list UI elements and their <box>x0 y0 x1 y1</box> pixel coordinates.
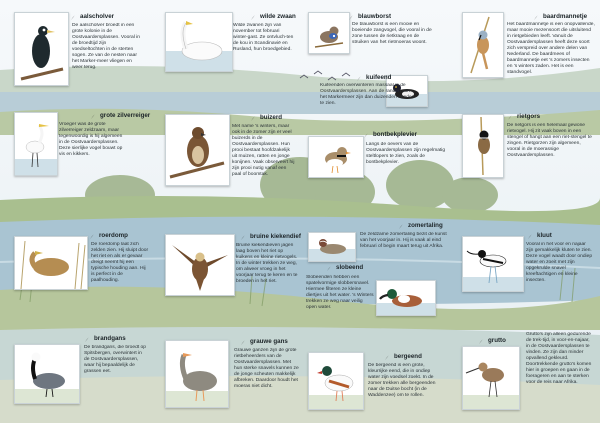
bird-desc-bontbekplevier: Langs de oevers van de Oostvaardersplassen zijn regelmatig steltlopers te zien, zoals de bontbekplevier. <box>366 142 446 166</box>
bird-name-grauwe-gans: grauwe gans <box>250 338 288 345</box>
feather-icon <box>90 113 96 120</box>
bird-name-zomertaling: zomertaling <box>408 222 443 229</box>
feather-icon <box>507 114 513 121</box>
bird-name-bruine-kiekendief: bruine kiekendief <box>250 233 301 240</box>
bird-desc-buizerd: Met name 's winters, maar ook in de zomer zijn er veel buizerds in de Oostvaardersplassen. Hun prooi bestaat hoofdzakelijk uit muizen, ratten en jonge konijnen. Vaak observeert hij zijn prooi nutig vanaf een paal of boomtak. <box>232 124 295 178</box>
grauwe-gans-illustration <box>165 340 229 408</box>
feather-icon <box>356 75 362 82</box>
bird-desc-bergeend: De bergeend is een grote, kleurrijke eend, die in ondiep water zijn voedsel zoekt. In de zomer trekken alle bergeenden naar de Duitse bocht (in de Waddenzee) om te rollen. <box>368 363 436 399</box>
bergeend-illustration <box>308 352 364 410</box>
bird-name-blauwborst: blauwborst <box>358 13 392 20</box>
slobeend-illustration <box>376 280 436 316</box>
bird-name-bergeend: bergeend <box>394 353 422 360</box>
bird-name-kuifeend: kuifeend <box>366 74 392 81</box>
bird-desc-rietgors: De rietgors is een helemaal gewone rietvogel. Hij zit vaak boven in een stengel of hangt aan een riet-stengel te zingen. Rietgorzen zijn algemeen, vooral in de moerassige Oostvaardersplassen. <box>507 123 592 159</box>
wilde-zwaan-illustration <box>165 12 233 72</box>
bird-desc-grutto: Grutto's zijn alleen gedurende de trek-tijd, in voor-en-najaar, in de Oostvaardersplassen te vinden. Ze zijn dan minder opvallend gekleurd. Doortrekkende grutto's komen hier in groepen en gaan in de foerageren en aan te sterken voor de reis naar Afrika. <box>526 332 592 386</box>
bird-desc-zomertaling: De zeldzame zomertaling bezit de kunst van het voorjaar in. Hij is vaak al eind februari of begin maart terug uit Afrika. <box>360 232 447 250</box>
feather-icon <box>240 339 246 346</box>
bird-name-bontbekplevier: bontbekplevier <box>373 131 418 138</box>
grutto-illustration <box>462 346 520 410</box>
bird-desc-bruine-kiekendief: Bruine kiekendieven jagen laag boven het riet op kuikens en kleine rietvogels. In de winter trekken ze weg, om alweer vroeg in het voorjaar terug te keren en te broeden in het riet. <box>236 243 298 285</box>
bird-desc-grote-zilverreiger: Vroeger was de grote zilverreiger zeldzaam, maar tegenwoordig is hij algemeen in de Oostvaardersplassen. Deze sierlijke vogel bouwt op vis en kikkers. <box>59 122 123 158</box>
feather-icon <box>240 234 246 241</box>
bird-desc-grauwe-gans: Grauwe ganzen zijn de grote rietbeheerders van de Oostvaardersplassen. Met hun sterke snavels kunnen ze de jonge scheuten makkelijk afbreken. Daardoor houdt het moeras niet dicht. <box>234 348 299 390</box>
feather-icon <box>363 132 369 139</box>
feather-icon <box>527 233 533 240</box>
bird-desc-kluut: Vooral in het voor en najaar zijn gemakkelijk kluten te zien. Deze vogel waadt door ondiep water en zoeit met zijn opgekrulde snavel kreeftachtigen en kleine insecten. <box>526 242 593 284</box>
bird-desc-baardmannetje: Het baardmannetje is een onopvallende, maar mooie mezensoort die uitsluitend in rietgebieden leeft. Vanuit de Oostvaardersplassen heeft deze soort zich verspreid over andere delen van Nederland. De baardmees of baardmannetje eet 's zomers insecten en 's winters zaden. Het is een standvogel. <box>507 22 595 76</box>
bird-name-buizerd: buizerd <box>260 114 283 121</box>
bird-name-roerdomp: roerdomp <box>99 232 128 239</box>
bird-desc-kuifeend: Kuifeenden overwinteren massaal in de Oostvaardersplassen. Aan de randen van het Markermeer zijn dan duizenden eenden te zien. <box>320 83 415 107</box>
bird-desc-aalscholver: De aalscholver broedt in een grote kolonie in de Oostvaardersplassen. Vooral in de broedtijd zijn voedseltochten in de sterten sogen. Ze van de nesten naar het Marker-meer vliegen en weer terug. <box>72 23 140 71</box>
feather-icon <box>89 233 95 240</box>
bird-desc-roerdomp: De roerdomp laat zich zelden zien. Hij sluipt door het riet en als er gevaar dreigt neemt hij een typische houding aan. Hij is perfect in de paalhouding. <box>91 242 149 284</box>
bird-name-brandgans: brandgans <box>94 335 126 342</box>
feather-icon <box>84 336 90 343</box>
bird-name-kluut: kluut <box>537 232 552 239</box>
feather-icon <box>326 265 332 272</box>
roerdomp-illustration <box>14 236 88 290</box>
feather-icon <box>348 14 354 21</box>
feather-icon <box>398 223 404 230</box>
zomertaling-illustration <box>308 232 356 262</box>
bird-desc-brandgans: De brandgans, die broedt op Spitsbergen, overwintert in de Oostvaardersplassen, waar hij bepaaldelijk de grassen eet. <box>84 345 146 375</box>
bird-name-aalscholver: aalscholver <box>80 13 115 20</box>
bird-name-wilde-zwaan: wilde zwaan <box>260 13 296 20</box>
kluut-illustration <box>462 236 524 292</box>
aalscholver-illustration <box>14 12 69 86</box>
bird-desc-wilde-zwaan: Wilde zwanen zijn van november tot februari winter-gast. Ze ontvluch-ten de kou in Scandinavië en Rusland, hun broedgebied. <box>233 23 294 53</box>
blauwborst-illustration <box>308 12 350 54</box>
feather-icon <box>250 115 256 122</box>
bird-name-grote-zilverreiger: grote zilverreiger <box>100 112 151 119</box>
buizerd-illustration <box>165 114 230 186</box>
bird-desc-slobeend: Slobeenden hebben een spatelvormige slobbersnavel. Hiermee filteren ze kleine diertjes uit het water. 's Winters trekken ze weg naar veilig open water. <box>306 275 374 311</box>
rietgors-illustration <box>462 114 504 178</box>
bird-name-rietgors: rietgors <box>517 113 541 120</box>
bontbekplevier-illustration <box>308 136 364 178</box>
feather-icon <box>250 14 256 21</box>
brandgans-illustration <box>14 344 80 404</box>
bird-name-grutto: grutto <box>488 337 506 344</box>
bird-name-baardmannetje: baardmannetje <box>543 13 588 20</box>
feather-icon <box>70 14 76 21</box>
feather-icon <box>384 354 390 361</box>
bird-name-slobeend: slobeend <box>336 264 364 271</box>
baardmannetje-illustration <box>462 12 504 78</box>
bruine-kiekendief-illustration <box>165 234 235 296</box>
bird-desc-blauwborst: De blauwborst is een mooie en boeiende zangvogel, die vooral in de zone tussen de rietkraag en de struiken van het rietmoeras woont. <box>352 22 432 46</box>
feather-icon <box>533 14 539 21</box>
grote-zilverreiger-illustration <box>14 112 58 176</box>
feather-icon <box>478 338 484 345</box>
